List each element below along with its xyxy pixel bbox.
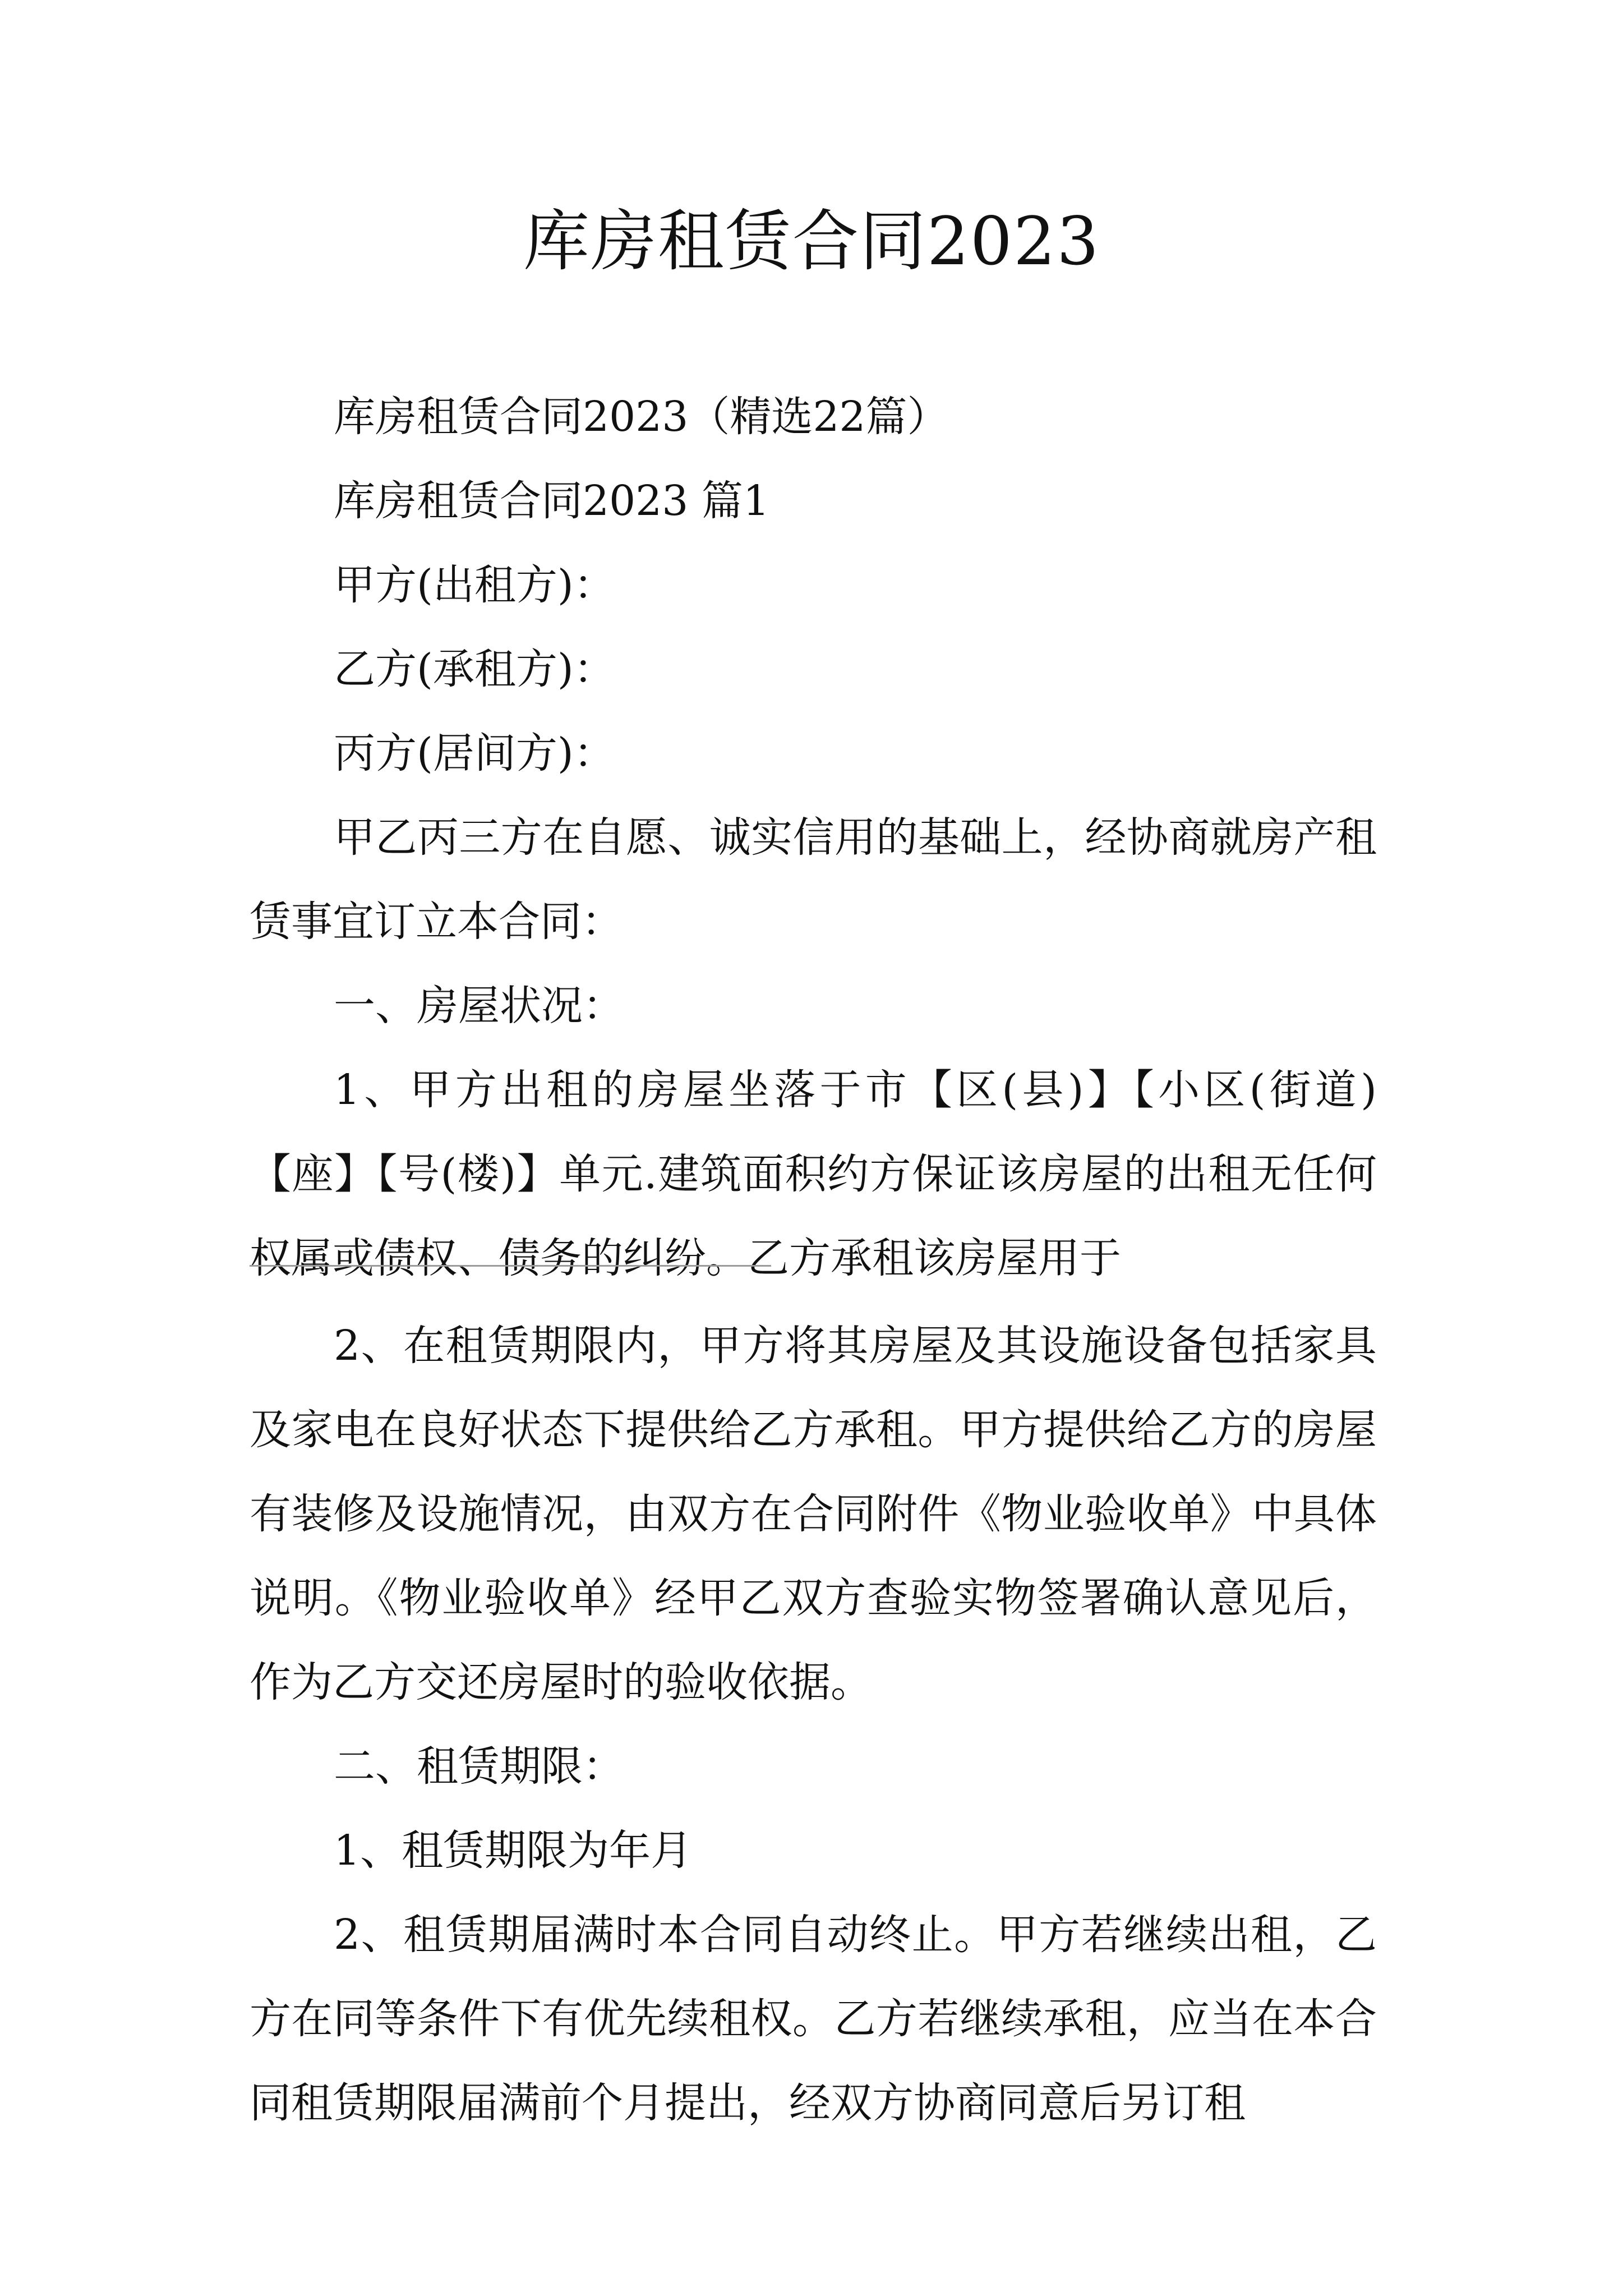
document-title: 库房租赁合同2023 xyxy=(523,203,1100,280)
page-divider xyxy=(250,1265,771,1267)
clause-paragraph: 1、甲方出租的房屋坐落于市【区(县)】【小区(街道)【座】【号(楼)】单元.建筑面积约方保证该房屋的出租无任何权属或债权、债务的纠纷。乙方承租该房屋用于 xyxy=(250,1066,1377,1282)
subtitle-paragraph: 库房租赁合同2023（精选22篇） xyxy=(334,393,949,441)
preamble-paragraph: 甲乙丙三方在自愿、诚实信用的基础上，经协商就房产租赁事宜订立本合同： xyxy=(250,813,1377,946)
section-heading: 库房租赁合同2023 篇1 xyxy=(334,477,769,525)
party-a-line: 甲方(出租方)： xyxy=(334,561,615,609)
document-body-bottom xyxy=(250,1304,1377,2145)
clause-heading-1: 一、房屋状况： xyxy=(334,982,624,1030)
party-b-line: 乙方(承租方)： xyxy=(334,645,615,693)
party-c-line: 丙方(居间方)： xyxy=(334,729,615,777)
document-body-top xyxy=(250,375,1377,1300)
clause-paragraph: 2、租赁期届满时本合同自动终止。甲方若继续出租，乙方在同等条件下有优先续租权。乙方若继续承租，应当在本合同租赁期限届满前个月提出，经双方协商同意后另订租 xyxy=(250,1911,1377,2127)
clause-paragraph: 2、在租赁期限内，甲方将其房屋及其设施设备包括家具及家电在良好状态下提供给乙方承租。甲方提供给乙方的房屋有装修及设施情况，由双方在合同附件《物业验收单》中具体说明。《物业验收单》经甲乙双方查验实物签署确认意见后，作为乙方交还房屋时的验收依据。 xyxy=(250,1322,1377,1706)
clause-heading-2: 二、租赁期限： xyxy=(334,1742,624,1791)
clause-paragraph: 1、租赁期限为年月 xyxy=(334,1826,693,1875)
